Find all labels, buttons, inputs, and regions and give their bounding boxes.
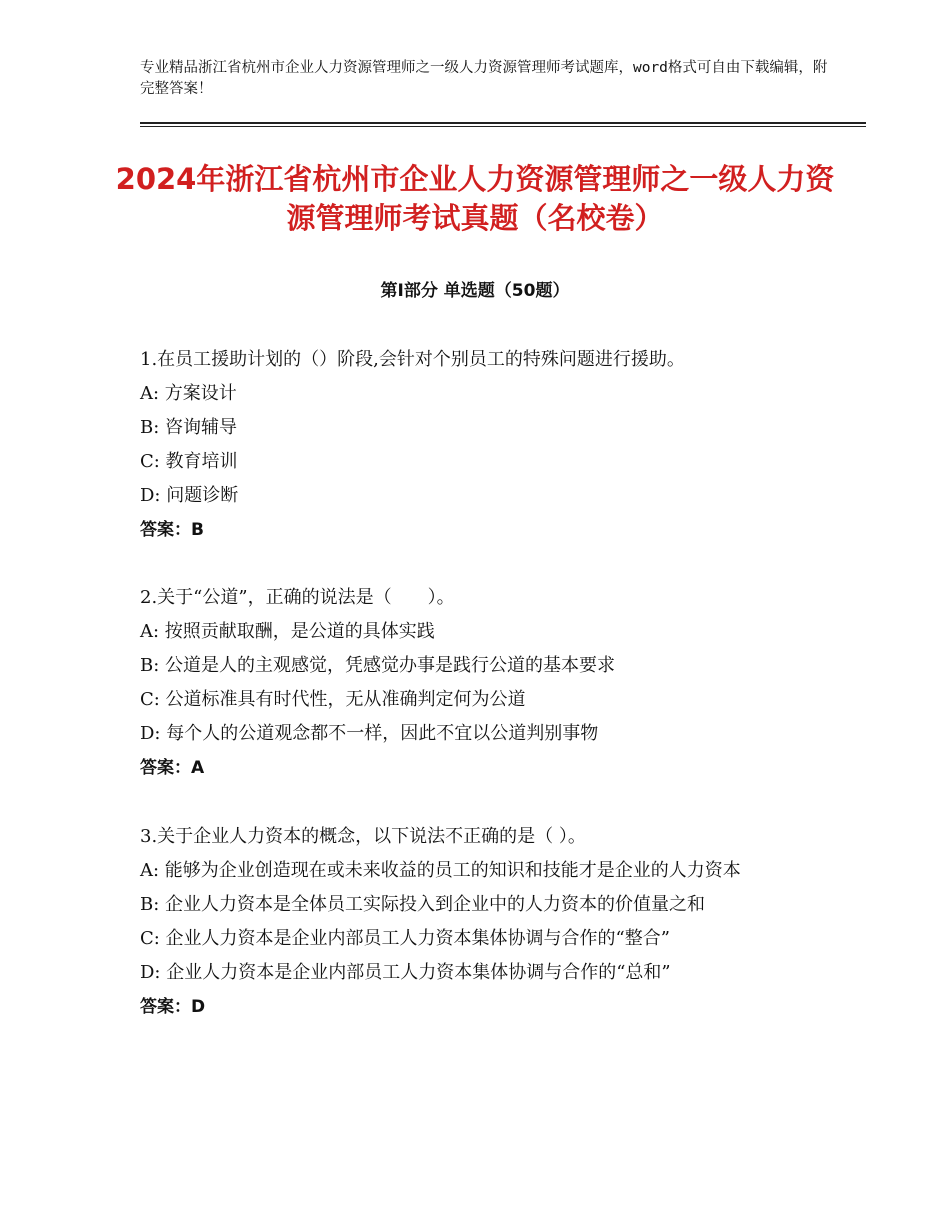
option-d: D: 问题诊断 <box>140 485 239 506</box>
option-c: C: 公道标准具有时代性，无从准确判定何为公道 <box>140 689 526 710</box>
question-1 <box>140 343 820 547</box>
answer: 答案：B <box>140 520 204 540</box>
question-stem: 2.关于“公道”，正确的说法是（ ）。 <box>140 587 455 608</box>
option-a: A: 按照贡献取酬，是公道的具体实践 <box>140 621 435 642</box>
question-stem: 1.在员工援助计划的（）阶段,会针对个别员工的特殊问题进行援助。 <box>140 349 685 370</box>
option-d: D: 企业人力资本是企业内部员工人力资本集体协调与合作的“总和” <box>140 962 671 983</box>
option-a: A: 方案设计 <box>140 383 237 404</box>
answer: 答案：A <box>140 758 205 778</box>
header-note: 专业精品浙江省杭州市企业人力资源管理师之一级人力资源管理师考试题库，word格式可自由下载编辑，附完整答案！ <box>140 60 828 97</box>
option-d: D: 每个人的公道观念都不一样，因此不宜以公道判别事物 <box>140 723 599 744</box>
section-heading: 第Ⅰ部分 单选题（50题） <box>380 281 570 301</box>
option-b: B: 咨询辅导 <box>140 417 238 438</box>
option-c: C: 企业人力资本是企业内部员工人力资本集体协调与合作的“整合” <box>140 928 670 949</box>
option-a: A: 能够为企业创造现在或未来收益的员工的知识和技能才是企业的人力资本 <box>140 860 741 881</box>
question-2 <box>140 581 820 785</box>
option-b: B: 公道是人的主观感觉，凭感觉办事是践行公道的基本要求 <box>140 655 616 676</box>
header-divider-thin <box>140 126 866 127</box>
question-stem: 3.关于企业人力资本的概念，以下说法不正确的是（ ）。 <box>140 826 586 847</box>
option-c: C: 教育培训 <box>140 451 238 472</box>
header-divider-thick <box>140 122 866 124</box>
answer: 答案：D <box>140 997 206 1017</box>
question-3 <box>140 820 820 1024</box>
option-b: B: 企业人力资本是全体员工实际投入到企业中的人力资本的价值量之和 <box>140 894 706 915</box>
page-title: 2024年浙江省杭州市企业人力资源管理师之一级人力资源管理师考试真题（名校卷） <box>115 162 835 235</box>
